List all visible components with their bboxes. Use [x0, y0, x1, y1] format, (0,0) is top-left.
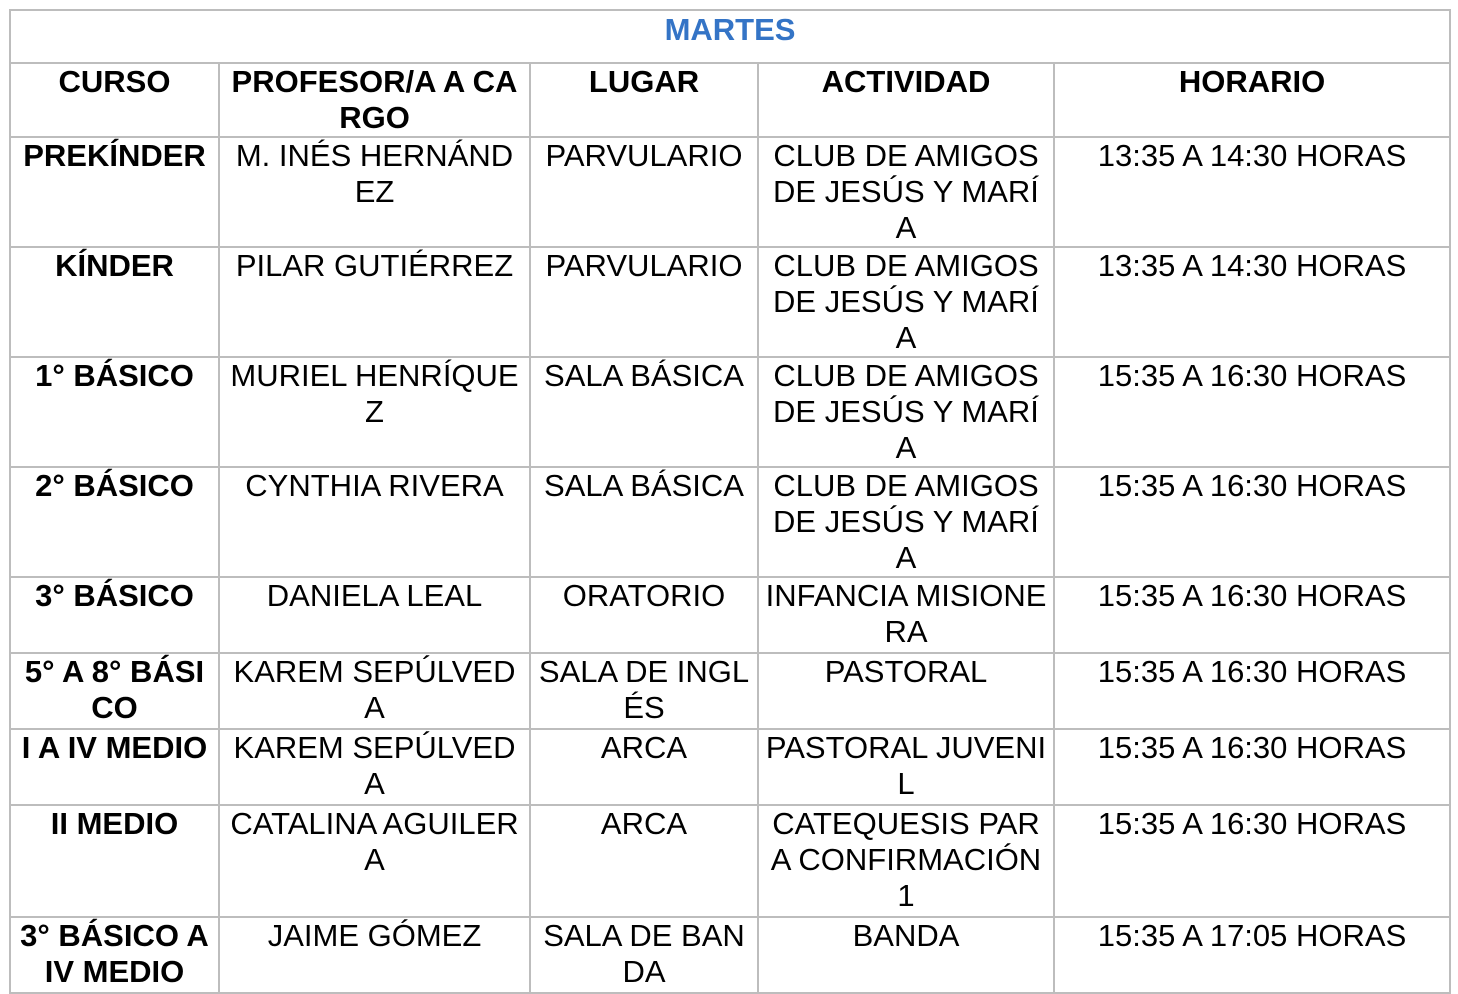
cell-lugar: ARCA [530, 729, 758, 805]
cell-horario: 15:35 A 16:30 HORAS [1054, 577, 1450, 653]
table-row [10, 137, 1450, 247]
cell-horario: 15:35 A 16:30 HORAS [1054, 357, 1450, 467]
cell-horario: 15:35 A 16:30 HORAS [1054, 729, 1450, 805]
cell-horario: 15:35 A 16:30 HORAS [1054, 467, 1450, 577]
cell-lugar: SALA DE INGLÉS [530, 653, 758, 729]
table-row [10, 247, 1450, 357]
table-row [10, 467, 1450, 577]
cell-actividad: CLUB DE AMIGOS DE JESÚS Y MARÍA [758, 467, 1054, 577]
cell-profesor: MURIEL HENRÍQUEZ [219, 357, 530, 467]
table-row [10, 729, 1450, 805]
cell-actividad: CLUB DE AMIGOS DE JESÚS Y MARÍA [758, 247, 1054, 357]
cell-actividad: CLUB DE AMIGOS DE JESÚS Y MARÍA [758, 137, 1054, 247]
cell-curso: KÍNDER [10, 247, 219, 357]
cell-actividad: PASTORAL [758, 653, 1054, 729]
cell-profesor: DANIELA LEAL [219, 577, 530, 653]
cell-lugar: ORATORIO [530, 577, 758, 653]
table-row [10, 805, 1450, 917]
cell-horario: 15:35 A 17:05 HORAS [1054, 917, 1450, 993]
cell-curso: II MEDIO [10, 805, 219, 917]
cell-actividad: PASTORAL JUVENIL [758, 729, 1054, 805]
cell-curso: 3° BÁSICO [10, 577, 219, 653]
cell-curso: I A IV MEDIO [10, 729, 219, 805]
table-row [10, 917, 1450, 993]
cell-curso: PREKÍNDER [10, 137, 219, 247]
header-actividad: ACTIVIDAD [758, 63, 1054, 137]
cell-lugar: SALA BÁSICA [530, 357, 758, 467]
cell-lugar: PARVULARIO [530, 137, 758, 247]
cell-actividad: BANDA [758, 917, 1054, 993]
cell-curso: 3° BÁSICO A IV MEDIO [10, 917, 219, 993]
cell-profesor: KAREM SEPÚLVEDA [219, 729, 530, 805]
cell-actividad: CLUB DE AMIGOS DE JESÚS Y MARÍA [758, 357, 1054, 467]
day-title: MARTES [664, 11, 796, 47]
cell-horario: 15:35 A 16:30 HORAS [1054, 653, 1450, 729]
cell-curso: 5° A 8° BÁSICO [10, 653, 219, 729]
cell-actividad: INFANCIA MISIONERA [758, 577, 1054, 653]
cell-curso: 1° BÁSICO [10, 357, 219, 467]
cell-profesor: PILAR GUTIÉRREZ [219, 247, 530, 357]
header-horario: HORARIO [1054, 63, 1450, 137]
table-row [10, 357, 1450, 467]
cell-lugar: SALA BÁSICA [530, 467, 758, 577]
cell-profesor: JAIME GÓMEZ [219, 917, 530, 993]
day-title-cell [10, 10, 1450, 63]
cell-profesor: KAREM SEPÚLVEDA [219, 653, 530, 729]
header-curso: CURSO [10, 63, 219, 137]
cell-profesor: CATALINA AGUILERA [219, 805, 530, 917]
cell-actividad: CATEQUESIS PARA CONFIRMACIÓN 1 [758, 805, 1054, 917]
cell-horario: 15:35 A 16:30 HORAS [1054, 805, 1450, 917]
table-row [10, 577, 1450, 653]
cell-lugar: SALA DE BANDA [530, 917, 758, 993]
next-table-edge [9, 845, 1451, 858]
cell-profesor: CYNTHIA RIVERA [219, 467, 530, 577]
header-lugar: LUGAR [530, 63, 758, 137]
cell-lugar: ARCA [530, 805, 758, 917]
header-profesor: PROFESOR/A A CARGO [219, 63, 530, 137]
cell-lugar: PARVULARIO [530, 247, 758, 357]
cell-horario: 13:35 A 14:30 HORAS [1054, 137, 1450, 247]
cell-horario: 13:35 A 14:30 HORAS [1054, 247, 1450, 357]
table-row [10, 653, 1450, 729]
header-row [10, 63, 1450, 137]
cell-curso: 2° BÁSICO [10, 467, 219, 577]
cell-profesor: M. INÉS HERNÁNDEZ [219, 137, 530, 247]
